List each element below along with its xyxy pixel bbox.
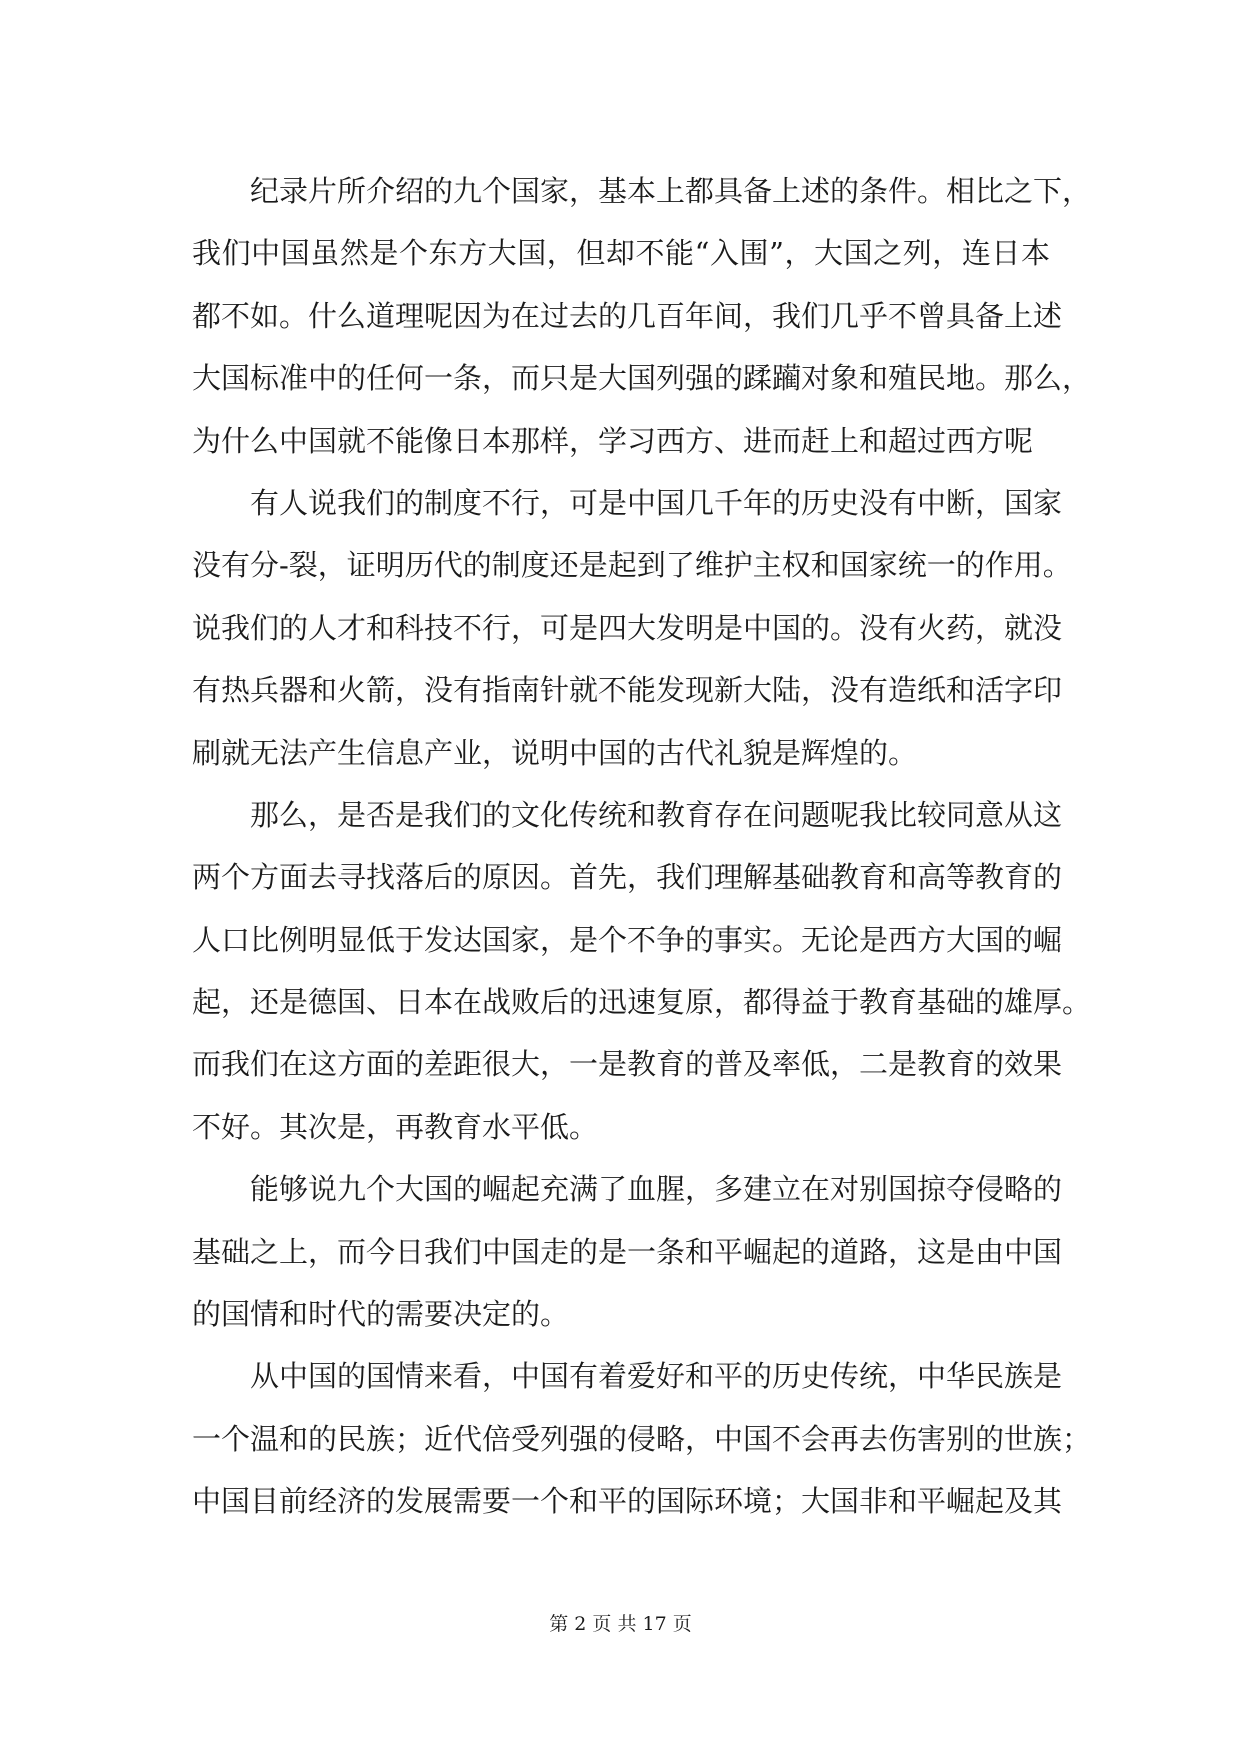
text-line: 而我们在这方面的差距很大，一是教育的普及率低，二是教育的效果 bbox=[192, 1047, 1063, 1082]
page-number-footer: 第 2 页 共 17 页 bbox=[549, 1613, 692, 1635]
text-line: 大国标准中的任何一条，而只是大国列强的蹂躏对象和殖民地。那么， bbox=[192, 361, 1092, 396]
text-line: 不好。其次是，再教育水平低。 bbox=[192, 1109, 599, 1144]
text-line: 从中国的国情来看，中国有着爱好和平的历史传统，中华民族是 bbox=[250, 1359, 1063, 1394]
text-line: 没有分-裂，证明历代的制度还是起到了维护主权和国家统一的作用。 bbox=[192, 548, 1072, 583]
paragraph-3 bbox=[192, 784, 1092, 1158]
text-line: 为什么中国就不能像日本那样，学习西方、进而赶上和超过西方呢 bbox=[192, 423, 1034, 458]
paragraph-1 bbox=[192, 160, 1092, 472]
paragraph-2 bbox=[192, 472, 1072, 784]
text-line: 有热兵器和火箭，没有指南针就不能发现新大陆，没有造纸和活字印 bbox=[192, 673, 1063, 708]
text-line: 那么，是否是我们的文化传统和教育存在问题呢我比较同意从这 bbox=[250, 797, 1063, 832]
text-line: 能够说九个大国的崛起充满了血腥，多建立在对别国掠夺侵略的 bbox=[250, 1172, 1063, 1207]
text-line: 有人说我们的制度不行，可是中国几千年的历史没有中断，国家 bbox=[250, 485, 1063, 520]
text-line: 的国情和时代的需要决定的。 bbox=[192, 1297, 570, 1332]
text-line: 都不如。什么道理呢因为在过去的几百年间，我们几乎不曾具备上述 bbox=[192, 298, 1063, 333]
text-line: 一个温和的民族；近代倍受列强的侵略，中国不会再去伤害别的世族； bbox=[192, 1421, 1092, 1456]
paragraph-5 bbox=[192, 1345, 1092, 1532]
text-line: 起，还是德国、日本在战败后的迅速复原，都得益于教育基础的雄厚。 bbox=[192, 985, 1092, 1020]
text-line: 纪录片所介绍的九个国家，基本上都具备上述的条件。相比之下， bbox=[250, 174, 1092, 208]
paragraph-4 bbox=[192, 1158, 1063, 1345]
text-line: 说我们的人才和科技不行，可是四大发明是中国的。没有火药，就没 bbox=[192, 610, 1063, 645]
document-body bbox=[192, 160, 1092, 1533]
text-line: 中国目前经济的发展需要一个和平的国际环境；大国非和平崛起及其 bbox=[192, 1484, 1063, 1519]
text-line: 刷就无法产生信息产业，说明中国的古代礼貌是辉煌的。 bbox=[192, 735, 918, 770]
text-line: 人口比例明显低于发达国家，是个不争的事实。无论是西方大国的崛 bbox=[192, 922, 1063, 957]
text-line: 基础之上，而今日我们中国走的是一条和平崛起的道路，这是由中国 bbox=[192, 1234, 1063, 1269]
text-line: 我们中国虽然是个东方大国，但却不能“入围”，大国之列，连日本 bbox=[192, 236, 1050, 271]
text-line: 两个方面去寻找落后的原因。首先，我们理解基础教育和高等教育的 bbox=[192, 860, 1063, 895]
